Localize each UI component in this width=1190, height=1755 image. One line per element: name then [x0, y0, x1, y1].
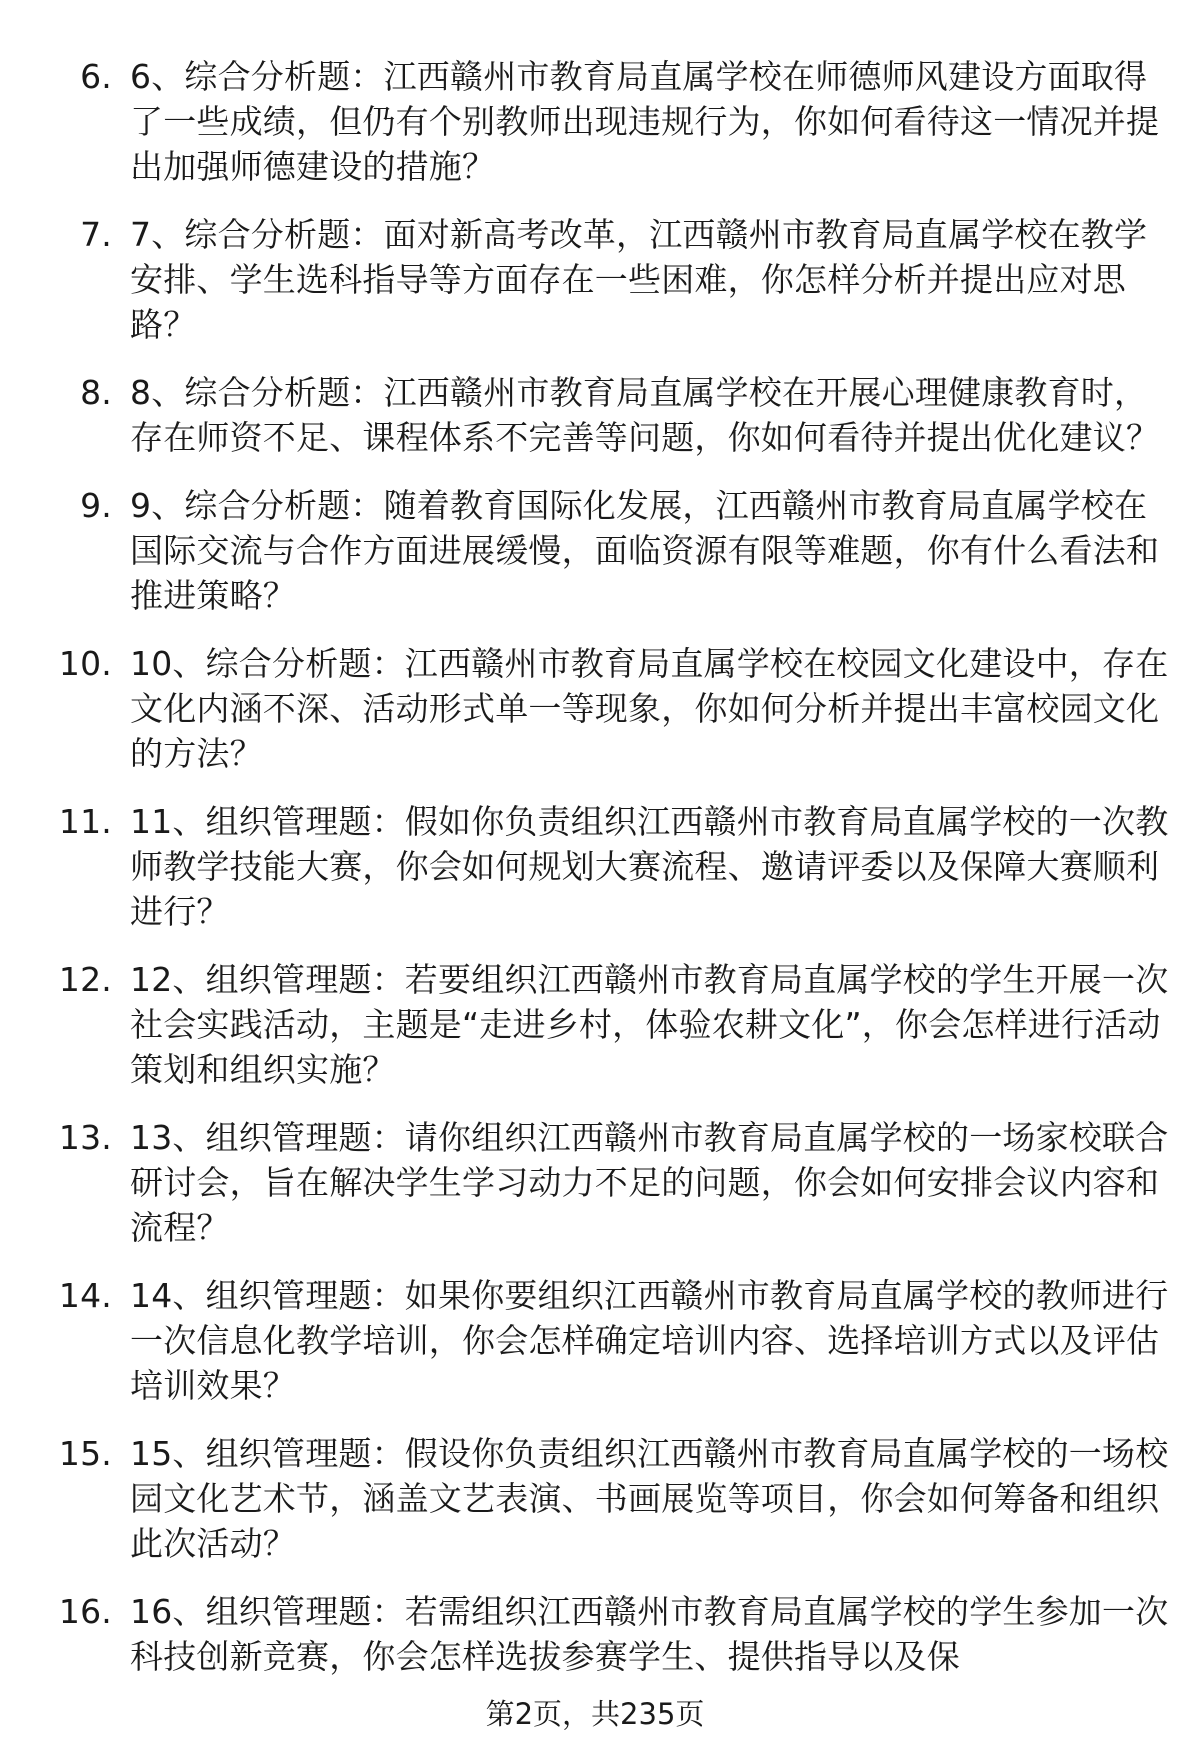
question-number: 10.: [58, 644, 112, 683]
page-number-footer: 第2页，共235页: [485, 1697, 705, 1731]
question-item: [0, 641, 1190, 776]
question-text: 9、综合分析题：随着教育国际化发展，江西赣州市教育局直属学校在国际交流与合作方面进展缓慢，面临资源有限等难题，你有什么看法和推进策略？: [130, 486, 1160, 615]
question-text: 13、组织管理题：请你组织江西赣州市教育局直属学校的一场家校联合研讨会，旨在解决学生学习动力不足的问题，你会如何安排会议内容和流程？: [130, 1118, 1169, 1247]
question-number: 7.: [80, 215, 112, 254]
question-item: [0, 957, 1190, 1092]
question-number: 14.: [58, 1276, 112, 1315]
question-item: [0, 1273, 1190, 1408]
question-number: 12.: [58, 960, 112, 999]
question-text: 11、组织管理题：假如你负责组织江西赣州市教育局直属学校的一次教师教学技能大赛，你会如何规划大赛流程、邀请评委以及保障大赛顺利进行？: [130, 802, 1169, 931]
question-text: 8、综合分析题：江西赣州市教育局直属学校在开展心理健康教育时，存在师资不足、课程体系不完善等问题，你如何看待并提出优化建议？: [130, 373, 1160, 457]
question-item: [0, 483, 1190, 618]
question-item: [0, 799, 1190, 934]
question-item: [0, 212, 1190, 347]
question-number: 13.: [58, 1118, 112, 1157]
question-number: 16.: [58, 1592, 112, 1631]
question-item: [0, 54, 1190, 189]
question-text: 16、组织管理题：若需组织江西赣州市教育局直属学校的学生参加一次科技创新竞赛，你会怎样选拔参赛学生、提供指导以及保: [130, 1592, 1169, 1676]
question-text: 14、组织管理题：如果你要组织江西赣州市教育局直属学校的教师进行一次信息化教学培训，你会怎样确定培训内容、选择培训方式以及评估培训效果？: [130, 1276, 1169, 1405]
question-item: [0, 1115, 1190, 1250]
question-item: [0, 1589, 1190, 1679]
question-item: [0, 370, 1190, 460]
question-number: 9.: [80, 486, 112, 525]
question-number: 6.: [80, 57, 112, 96]
question-text: 12、组织管理题：若要组织江西赣州市教育局直属学校的学生开展一次社会实践活动，主题是“走进乡村，体验农耕文化”，你会怎样进行活动策划和组织实施？: [130, 960, 1169, 1089]
question-item: [0, 1431, 1190, 1566]
question-number: 11.: [58, 802, 112, 841]
question-text: 15、组织管理题：假设你负责组织江西赣州市教育局直属学校的一场校园文化艺术节，涵盖文艺表演、书画展览等项目，你会如何筹备和组织此次活动？: [130, 1434, 1169, 1563]
question-number: 15.: [58, 1434, 112, 1473]
question-text: 6、综合分析题：江西赣州市教育局直属学校在师德师风建设方面取得了一些成绩，但仍有个别教师出现违规行为，你如何看待这一情况并提出加强师德建设的措施？: [130, 57, 1160, 186]
question-text: 7、综合分析题：面对新高考改革，江西赣州市教育局直属学校在教学安排、学生选科指导等方面存在一些困难，你怎样分析并提出应对思路？: [130, 215, 1148, 344]
question-text: 10、综合分析题：江西赣州市教育局直属学校在校园文化建设中，存在文化内涵不深、活动形式单一等现象，你如何分析并提出丰富校园文化的方法？: [130, 644, 1169, 773]
question-list: [0, 54, 1190, 1702]
question-number: 8.: [80, 373, 112, 412]
